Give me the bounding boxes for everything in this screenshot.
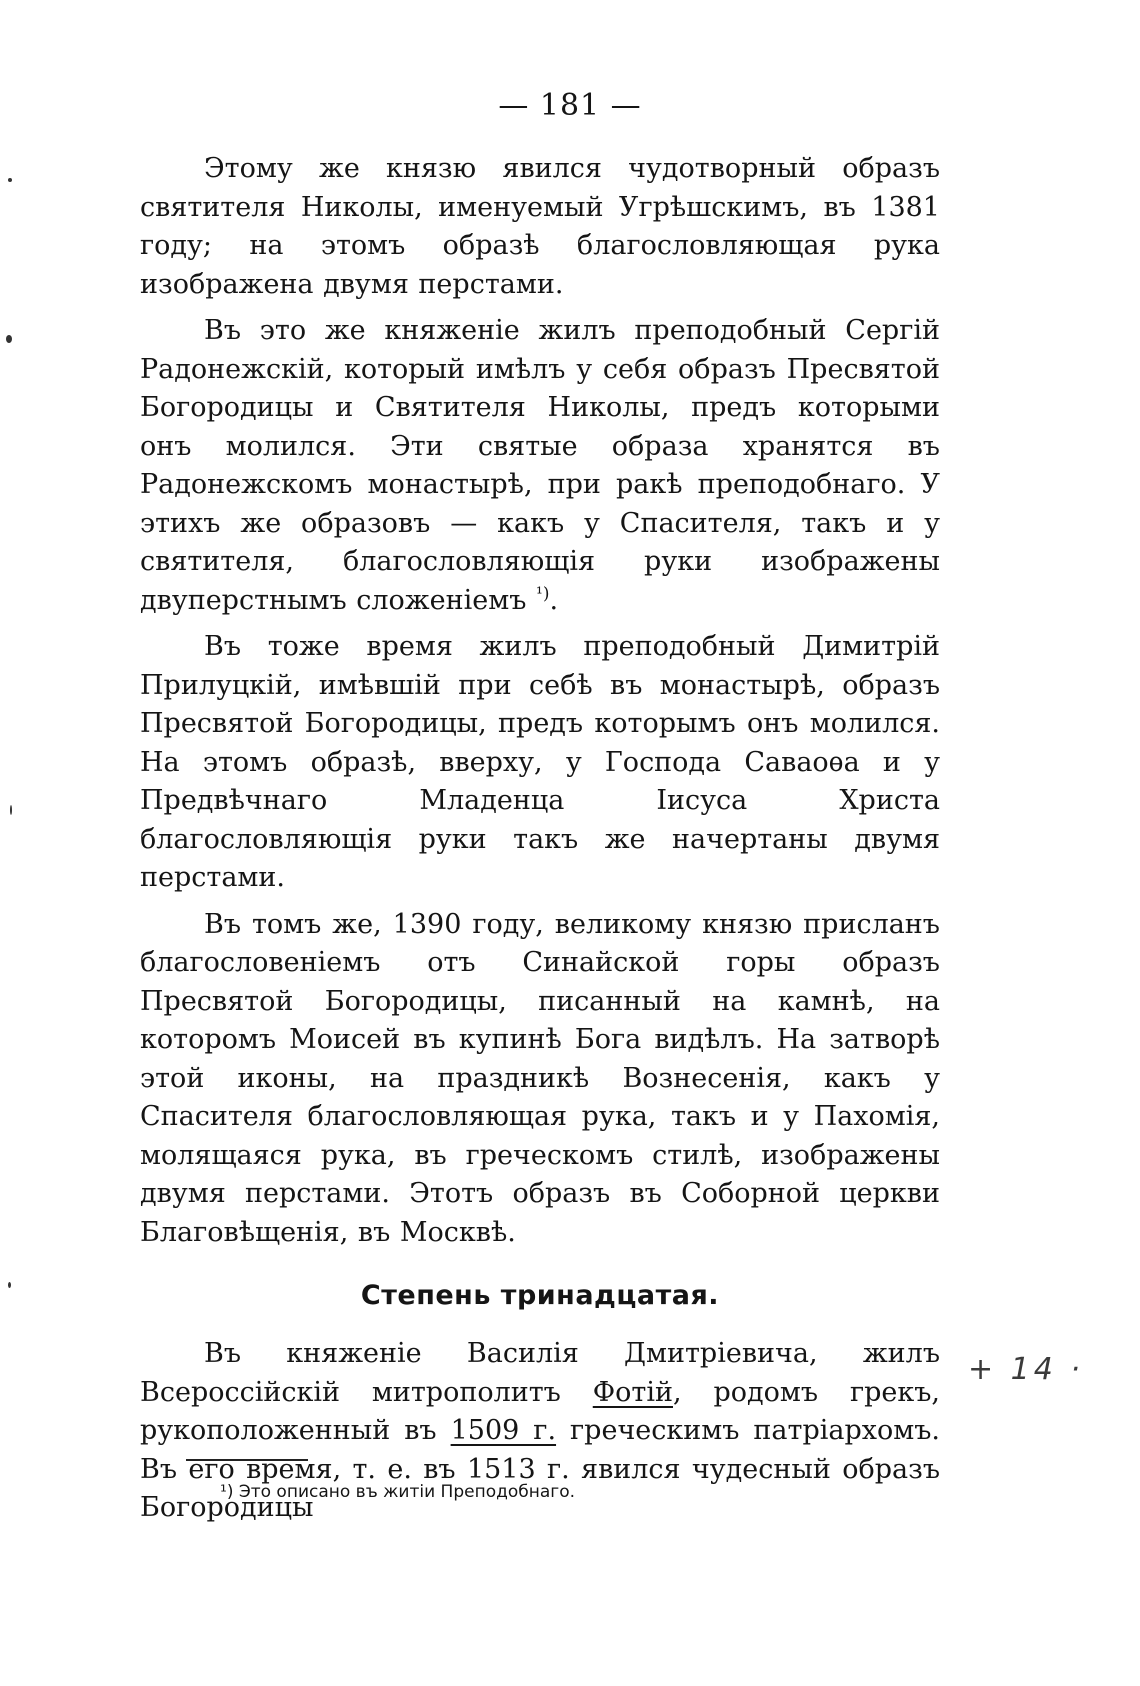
scan-speck — [6, 335, 12, 343]
section-heading: Степень тринадцатая. — [360, 1280, 720, 1311]
paragraph-4: Въ томъ же, 1390 году, великому князю присланъ благословеніемъ отъ Синайской горы образъ Пресвятой Богородицы, писанный на камнѣ, на которомъ Моисей въ купинѣ Бога видѣлъ. На затворѣ этой иконы, на праздникѣ Вознесенія, какъ у Спасителя благословляющая рука, такъ и у Пахомія, молящаяся рука, въ греческомъ стилѣ, изображены двумя перстами. Этотъ образъ въ Соборной церкви Благовѣщенія, въ Москвѣ. — [140, 908, 940, 1248]
paragraph-2 — [140, 312, 940, 620]
text-column — [140, 150, 940, 1536]
paragraph-3: Въ тоже время жилъ преподобный Димитрій Прилуцкій, имѣвшій при себѣ въ монастырѣ, образъ Пресвятой Богородицы, предъ которымъ онъ молился. На этомъ образѣ, вверху, у Господа Саваоѳа и у Предвѣчнаго Младенца Іисуса Христа благословляющія руки такъ же начертаны двумя перстами. — [140, 631, 940, 893]
scan-speck — [8, 1282, 11, 1288]
paragraph-1: Этому же князю явился чудотворный образъ святителя Николы, именуемый Угрѣшскимъ, въ 1381 году; на этомъ образѣ благословляющая рука изображена двумя перстами. — [140, 153, 940, 300]
paragraph-2-text: Въ это же княженіе жилъ преподобный Сергій Радонежскій, который имѣлъ у себя образъ Пресвятой Богородицы и Святителя Николы, предъ которыми онъ молился. Эти святые образа хранятся въ Радонежскомъ монастырѣ, при ракѣ преподобнаго. У этихъ же образовъ — какъ у Спасителя, такъ и у святителя, благословляющія руки изображены двуперстнымъ сложеніемъ — [140, 315, 940, 616]
paragraph-5-part-b: , родомъ грекъ, рукоположенный въ — [140, 1376, 940, 1446]
footnote-reference[interactable]: ¹) — [536, 583, 550, 604]
page-number: — 181 — — [498, 88, 642, 123]
footnote-divider — [186, 1459, 308, 1461]
paragraph-5-part-c: греческимъ патріархомъ. Въ его время, т. е. въ 1513 г. явился чудесный образъ Богородицы — [140, 1415, 941, 1523]
scan-speck — [8, 178, 12, 182]
paragraph-2-end: . — [549, 584, 559, 616]
underlined-year: 1509 г. — [450, 1415, 557, 1446]
paragraph-5-part-a: Въ княженіе Василія Дмитріевича, жилъ Всероссійскій митрополитъ — [140, 1338, 940, 1408]
handwritten-margin-note: + 14 · — [968, 1352, 1084, 1387]
underlined-name: Фотій — [592, 1376, 673, 1408]
footnote: ¹) Это описано въ житіи Преподобнаго. — [220, 1482, 576, 1502]
scan-speck — [10, 805, 12, 815]
